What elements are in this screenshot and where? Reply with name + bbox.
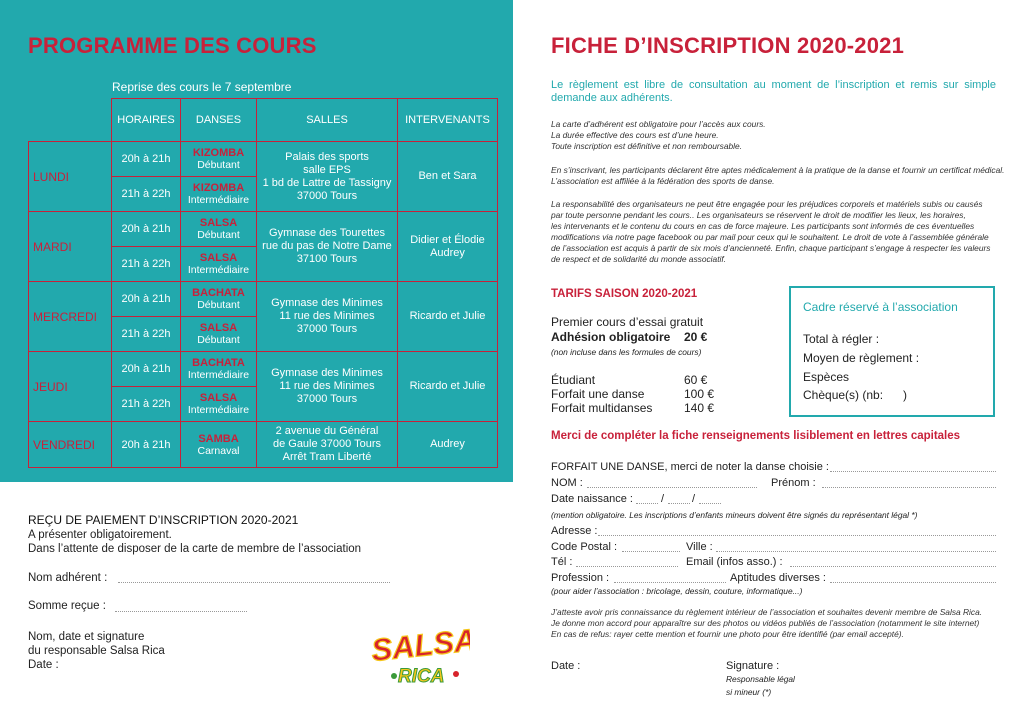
tarif-note: (non incluse dans les formules de cours) — [551, 347, 702, 357]
intro-text: Le règlement est libre de consultation au moment de l’inscription et remis sur simple demande aux adhérents. — [551, 79, 996, 104]
recu-title: REÇU DE PAIEMENT D’INSCRIPTION 2020-2021 — [28, 513, 299, 527]
tarif-une-danse-price: 100 € — [684, 387, 715, 401]
time-cell: 20h à 21h — [112, 352, 181, 387]
signature-label: Signature : — [726, 660, 780, 672]
tarif-essai: Premier cours d’essai gratuit — [551, 315, 704, 329]
salle-cell: Palais des sports salle EPS 1 bd de Lattre de Tassigny 37000 Tours — [257, 142, 398, 212]
time-cell: 21h à 22h — [112, 247, 181, 282]
attestation-text: J’atteste avoir pris connaissance du règlement intérieur de l’association et souhaites devenir membre de Salsa Rica. Je donne mon accord pour apparaître sur des photos ou vidéos publiés de l’association (notamment le site internet) En cas de refus: rayer cette mention et fournir une photo pour être identifié (par email accepté). — [551, 607, 983, 639]
header-salles: SALLES — [257, 99, 398, 142]
cadre-total: Total à régler : — [803, 332, 880, 346]
cadre-moyen: Moyen de règlement : — [803, 351, 920, 365]
dance-cell: SALSA Intermédiaire — [181, 247, 257, 282]
intervenants-cell: Ben et Sara — [398, 142, 498, 212]
recu-line1: A présenter obligatoirement. — [28, 529, 172, 541]
dance-cell: SALSA Débutant — [181, 317, 257, 352]
intervenants-cell: Didier et Élodie Audrey — [398, 212, 498, 282]
naissance-label: Date naissance : — [551, 493, 633, 505]
signature-line1: Nom, date et signature — [28, 631, 145, 643]
time-cell: 21h à 22h — [112, 387, 181, 422]
dance-cell: SAMBA Carnaval — [181, 422, 257, 468]
recu-line2: Dans l’attente de disposer de la carte de membre de l’association — [28, 543, 362, 555]
cadre-title: Cadre réservé à l’association — [803, 300, 958, 314]
tarif-adhesion-price: 20 € — [684, 330, 708, 344]
ville-label: Ville : — [686, 541, 713, 553]
salle-cell: Gymnase des Minimes 11 rue des Minimes 37000 Tours — [257, 282, 398, 352]
email-label: Email (infos asso.) : — [686, 556, 783, 568]
inscription-title: FICHE D’INSCRIPTION 2020-2021 — [551, 33, 905, 58]
day-mardi: MARDI — [29, 212, 112, 282]
day-mercredi: MERCREDI — [29, 282, 112, 352]
header-horaires: HORAIRES — [112, 99, 181, 142]
prenom-field[interactable] — [822, 487, 996, 488]
schedule-table — [28, 98, 498, 468]
dance-cell: BACHATA Débutant — [181, 282, 257, 317]
naissance-month-field[interactable] — [668, 503, 690, 504]
nom-adherent-label: Nom adhérent : — [28, 572, 108, 584]
date-sep: / — [692, 493, 696, 505]
aptitudes-label: Aptitudes diverses : — [730, 572, 826, 584]
adresse-field[interactable] — [598, 535, 996, 536]
tarif-etudiant: Étudiant — [551, 373, 596, 387]
somme-recue-label: Somme reçue : — [28, 600, 106, 612]
cp-field[interactable] — [622, 551, 680, 552]
dance-cell: KIZOMBA Intermédiaire — [181, 177, 257, 212]
naissance-year-field[interactable] — [699, 503, 721, 504]
tel-label: Tél : — [551, 556, 573, 568]
forfait-field[interactable] — [830, 471, 996, 472]
intervenants-cell: Ricardo et Julie — [398, 282, 498, 352]
programme-title: PROGRAMME DES COURS — [28, 33, 317, 58]
day-vendredi: VENDREDI — [29, 422, 112, 468]
date-label: Date : — [551, 660, 581, 672]
salle-cell: 2 avenue du Général de Gaule 37000 Tours Arrêt Tram Liberté — [257, 422, 398, 468]
tel-field[interactable] — [576, 566, 678, 567]
si-mineur: si mineur (*) — [726, 687, 772, 697]
reprise-text: Reprise des cours le 7 septembre — [112, 80, 292, 94]
adresse-label: Adresse : — [551, 525, 598, 537]
salle-cell: Gymnase des Tourettes rue du pas de Notre Dame 37100 Tours — [257, 212, 398, 282]
salsa-rica-logo — [370, 622, 470, 692]
regles-p1: La carte d’adhérent est obligatoire pour l’accès aux cours. La durée effective des cours est d’une heure. Toute inscription est définitive et non remboursable. — [551, 119, 766, 151]
salle-cell: Gymnase des Minimes 11 rue des Minimes 37000 Tours — [257, 352, 398, 422]
dance-cell: SALSA Débutant — [181, 212, 257, 247]
forfait-label: FORFAIT UNE DANSE, merci de noter la danse choisie : — [551, 461, 829, 473]
intervenants-cell: Audrey — [398, 422, 498, 468]
time-cell: 20h à 21h — [112, 282, 181, 317]
aptitudes-field[interactable] — [830, 582, 996, 583]
time-cell: 20h à 21h — [112, 422, 181, 468]
ville-field[interactable] — [716, 551, 996, 552]
nom-field[interactable] — [587, 487, 757, 488]
merci-text: Merci de compléter la fiche renseignements lisiblement en lettres capitales — [551, 430, 961, 442]
header-intervenants: INTERVENANTS — [398, 99, 498, 142]
cp-label: Code Postal : — [551, 541, 618, 553]
svg-text:SALSA: SALSA — [370, 622, 470, 668]
time-cell: 21h à 22h — [112, 317, 181, 352]
dance-cell: SALSA Intermédiaire — [181, 387, 257, 422]
email-field[interactable] — [790, 566, 996, 567]
responsable-legal: Responsable légal — [726, 674, 795, 684]
signature-line2: du responsable Salsa Rica — [28, 645, 165, 657]
time-cell: 21h à 22h — [112, 177, 181, 212]
tarifs-title: TARIFS SAISON 2020-2021 — [551, 288, 698, 300]
time-cell: 20h à 21h — [112, 212, 181, 247]
cadre-especes: Espèces — [803, 370, 850, 384]
tarif-une-danse: Forfait une danse — [551, 387, 645, 401]
svg-text:RICA: RICA — [398, 666, 445, 687]
cadre-cheque: Chèque(s) (nb: ) — [803, 388, 908, 402]
nom-label: NOM : — [551, 477, 583, 489]
somme-recue-line[interactable] — [115, 611, 247, 612]
mention-text: (mention obligatoire. Les inscriptions d’enfants mineurs doivent être signés du représentant légal *) — [551, 510, 918, 520]
regles-p3: La responsabilité des organisateurs ne peut être engagée pour les préjudices corporels et matériels subis ou causés par toute personne pendant les cours.. Les organisateurs se réservent le droit de modifier les lieux, les horaires, les intervenants et le contenu du cours en cas de force majeure. Les participants sont informés de ces éventuelles modifications via notre page facebook ou par mail pour ceux qui le souhaitent. Le droit de vote à l’assemblée générale de l’association est acquis à partir de six mois d’ancienneté. Enfin, chaque participant s’engage à respecter les valeurs de respect et de solidarité du monde associatif. — [551, 199, 991, 264]
regles-p2: En s’inscrivant, les participants déclarent être aptes médicalement à la pratique de la danse et fournir un certificat médical. L’association est affiliée à la fédération des sports de danse. — [551, 165, 1005, 186]
profession-label: Profession : — [551, 572, 610, 584]
naissance-day-field[interactable] — [636, 503, 658, 504]
aptitudes-note: (pour aider l’association : bricolage, dessin, couture, informatique...) — [551, 586, 803, 596]
tarif-etudiant-price: 60 € — [684, 373, 708, 387]
time-cell: 20h à 21h — [112, 142, 181, 177]
day-jeudi: JEUDI — [29, 352, 112, 422]
tarif-adhesion: Adhésion obligatoire — [551, 330, 671, 344]
recu-date-label: Date : — [28, 659, 59, 671]
tarif-multidanses: Forfait multidanses — [551, 401, 653, 415]
date-sep: / — [661, 493, 665, 505]
intervenants-cell: Ricardo et Julie — [398, 352, 498, 422]
tarif-multidanses-price: 140 € — [684, 401, 715, 415]
dance-cell: BACHATA Intermédiaire — [181, 352, 257, 387]
prenom-label: Prénom : — [771, 477, 816, 489]
profession-field[interactable] — [614, 582, 726, 583]
dance-cell: KIZOMBA Débutant — [181, 142, 257, 177]
header-danses: DANSES — [181, 99, 257, 142]
nom-adherent-line[interactable] — [118, 582, 390, 583]
day-lundi: LUNDI — [29, 142, 112, 212]
